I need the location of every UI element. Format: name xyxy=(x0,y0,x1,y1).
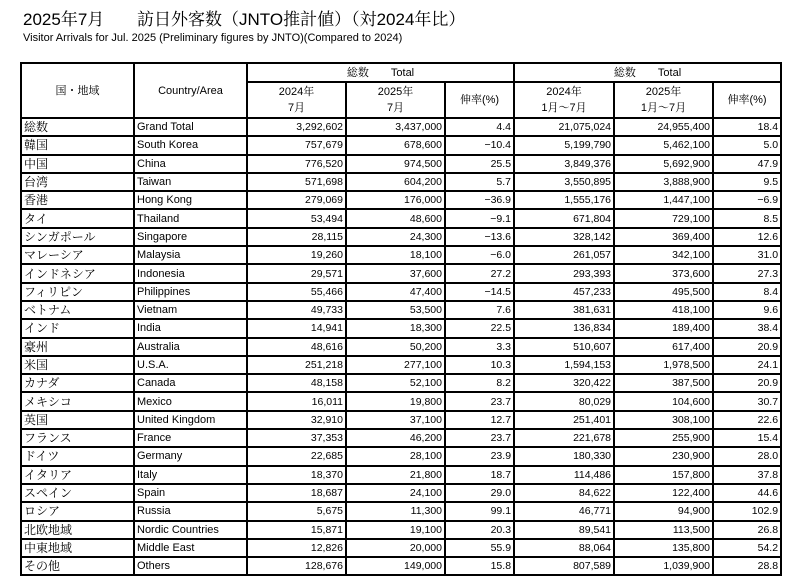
report-period-title: 2025年7月 xyxy=(23,10,105,29)
table-body xyxy=(21,118,781,575)
header-ytd-2024 xyxy=(514,82,614,118)
country-en-cell: Nordic Countries xyxy=(134,521,247,539)
ytd-2024-cell: 381,631 xyxy=(514,301,614,319)
ytd-2024-cell: 293,393 xyxy=(514,264,614,282)
country-en-cell: Italy xyxy=(134,466,247,484)
header-month-growth: 伸率(%) xyxy=(445,82,514,118)
country-jp-cell: マレーシア xyxy=(21,246,134,264)
jul-2024-cell: 3,292,602 xyxy=(247,118,346,136)
ytd-growth-cell: 44.6 xyxy=(713,484,781,502)
jul-2025-cell: 3,437,000 xyxy=(346,118,445,136)
table-row xyxy=(21,356,781,374)
jul-growth-cell: 23.7 xyxy=(445,429,514,447)
country-jp-cell: 中東地域 xyxy=(21,539,134,557)
header-country-en: Country/Area xyxy=(134,63,247,118)
jul-2025-cell: 21,800 xyxy=(346,466,445,484)
ytd-2025-cell: 3,888,900 xyxy=(614,173,713,191)
country-jp-cell: 台湾 xyxy=(21,173,134,191)
jul-growth-cell: −10.4 xyxy=(445,136,514,154)
jul-2024-cell: 28,115 xyxy=(247,228,346,246)
jul-2025-cell: 53,500 xyxy=(346,301,445,319)
header-ytd-growth: 伸率(%) xyxy=(713,82,781,118)
ytd-2024-cell: 89,541 xyxy=(514,521,614,539)
country-en-cell: South Korea xyxy=(134,136,247,154)
country-jp-cell: ドイツ xyxy=(21,447,134,465)
jul-2024-cell: 53,494 xyxy=(247,209,346,227)
country-jp-cell: 韓国 xyxy=(21,136,134,154)
country-en-cell: Hong Kong xyxy=(134,191,247,209)
jul-2025-cell: 24,300 xyxy=(346,228,445,246)
ytd-2025-cell: 5,692,900 xyxy=(614,155,713,173)
jul-growth-cell: 23.7 xyxy=(445,392,514,410)
jul-growth-cell: 29.0 xyxy=(445,484,514,502)
ytd-growth-cell: 102.9 xyxy=(713,502,781,520)
ytd-growth-cell: 28.0 xyxy=(713,447,781,465)
country-jp-cell: インド xyxy=(21,319,134,337)
header-group-ytd xyxy=(514,63,781,82)
country-jp-cell: カナダ xyxy=(21,374,134,392)
jul-2025-cell: 24,100 xyxy=(346,484,445,502)
country-en-cell: France xyxy=(134,429,247,447)
jul-2024-cell: 22,685 xyxy=(247,447,346,465)
ytd-growth-cell: 31.0 xyxy=(713,246,781,264)
country-en-cell: Malaysia xyxy=(134,246,247,264)
jul-growth-cell: 99.1 xyxy=(445,502,514,520)
jul-2024-cell: 14,941 xyxy=(247,319,346,337)
table-row xyxy=(21,283,781,301)
jul-2025-cell: 52,100 xyxy=(346,374,445,392)
country-jp-cell: 香港 xyxy=(21,191,134,209)
header-row-group xyxy=(21,63,781,82)
ytd-2025-cell: 617,400 xyxy=(614,338,713,356)
jul-2024-cell: 37,353 xyxy=(247,429,346,447)
ytd-growth-cell: 20.9 xyxy=(713,338,781,356)
country-en-cell: Canada xyxy=(134,374,247,392)
jul-growth-cell: 3.3 xyxy=(445,338,514,356)
ytd-2025-cell: 308,100 xyxy=(614,411,713,429)
jul-growth-cell: 12.7 xyxy=(445,411,514,429)
table-row xyxy=(21,228,781,246)
ytd-2024-cell: 320,422 xyxy=(514,374,614,392)
jul-2024-cell: 55,466 xyxy=(247,283,346,301)
jul-2025-cell: 19,100 xyxy=(346,521,445,539)
ytd-2025-cell: 387,500 xyxy=(614,374,713,392)
country-jp-cell: スペイン xyxy=(21,484,134,502)
ytd-growth-cell: 38.4 xyxy=(713,319,781,337)
jul-growth-cell: 15.8 xyxy=(445,557,514,575)
header-group-month xyxy=(247,63,514,82)
table-row xyxy=(21,539,781,557)
table-row xyxy=(21,264,781,282)
jul-2024-cell: 776,520 xyxy=(247,155,346,173)
header-month-2025-year: 2025年 xyxy=(377,86,414,98)
table-row xyxy=(21,173,781,191)
jul-2024-cell: 48,616 xyxy=(247,338,346,356)
jul-2025-cell: 149,000 xyxy=(346,557,445,575)
jul-2025-cell: 19,800 xyxy=(346,392,445,410)
ytd-2025-cell: 5,462,100 xyxy=(614,136,713,154)
jul-growth-cell: 4.4 xyxy=(445,118,514,136)
table-row xyxy=(21,411,781,429)
ytd-growth-cell: 24.1 xyxy=(713,356,781,374)
table-row xyxy=(21,155,781,173)
country-en-cell: Mexico xyxy=(134,392,247,410)
ytd-2025-cell: 373,600 xyxy=(614,264,713,282)
jul-growth-cell: −6.0 xyxy=(445,246,514,264)
ytd-2024-cell: 21,075,024 xyxy=(514,118,614,136)
jul-2025-cell: 18,100 xyxy=(346,246,445,264)
ytd-2024-cell: 3,550,895 xyxy=(514,173,614,191)
country-en-cell: Taiwan xyxy=(134,173,247,191)
ytd-2024-cell: 136,834 xyxy=(514,319,614,337)
header-ytd-2025-period: 1月～7月 xyxy=(640,102,687,114)
jul-growth-cell: −13.6 xyxy=(445,228,514,246)
ytd-2025-cell: 255,900 xyxy=(614,429,713,447)
table-row xyxy=(21,301,781,319)
jul-2024-cell: 32,910 xyxy=(247,411,346,429)
ytd-growth-cell: 12.6 xyxy=(713,228,781,246)
ytd-growth-cell: 28.8 xyxy=(713,557,781,575)
header-ytd-2024-period: 1月～7月 xyxy=(541,102,587,114)
country-en-cell: India xyxy=(134,319,247,337)
country-jp-cell: 中国 xyxy=(21,155,134,173)
ytd-2024-cell: 251,401 xyxy=(514,411,614,429)
ytd-2024-cell: 3,849,376 xyxy=(514,155,614,173)
ytd-2025-cell: 94,900 xyxy=(614,502,713,520)
jul-growth-cell: −36.9 xyxy=(445,191,514,209)
jul-2024-cell: 49,733 xyxy=(247,301,346,319)
header-ytd-2025 xyxy=(614,82,713,118)
ytd-growth-cell: −6.9 xyxy=(713,191,781,209)
table-row xyxy=(21,374,781,392)
ytd-growth-cell: 22.6 xyxy=(713,411,781,429)
jul-2025-cell: 678,600 xyxy=(346,136,445,154)
ytd-growth-cell: 8.5 xyxy=(713,209,781,227)
ytd-2025-cell: 113,500 xyxy=(614,521,713,539)
ytd-2024-cell: 671,804 xyxy=(514,209,614,227)
ytd-2024-cell: 80,029 xyxy=(514,392,614,410)
jul-2024-cell: 48,158 xyxy=(247,374,346,392)
header-group-month-en: Total xyxy=(390,66,415,79)
table-row xyxy=(21,466,781,484)
jul-growth-cell: −9.1 xyxy=(445,209,514,227)
ytd-2024-cell: 328,142 xyxy=(514,228,614,246)
ytd-2025-cell: 1,978,500 xyxy=(614,356,713,374)
jul-growth-cell: 5.7 xyxy=(445,173,514,191)
table-row xyxy=(21,502,781,520)
ytd-2024-cell: 1,594,153 xyxy=(514,356,614,374)
country-en-cell: Spain xyxy=(134,484,247,502)
jul-2024-cell: 757,679 xyxy=(247,136,346,154)
jul-2025-cell: 37,600 xyxy=(346,264,445,282)
ytd-growth-cell: 20.9 xyxy=(713,374,781,392)
country-en-cell: Grand Total xyxy=(134,118,247,136)
ytd-2024-cell: 807,589 xyxy=(514,557,614,575)
ytd-2024-cell: 221,678 xyxy=(514,429,614,447)
ytd-2024-cell: 46,771 xyxy=(514,502,614,520)
ytd-growth-cell: 54.2 xyxy=(713,539,781,557)
country-jp-cell: ロシア xyxy=(21,502,134,520)
jul-2025-cell: 18,300 xyxy=(346,319,445,337)
country-en-cell: Vietnam xyxy=(134,301,247,319)
country-jp-cell: イタリア xyxy=(21,466,134,484)
header-month-2024 xyxy=(247,82,346,118)
table-row xyxy=(21,118,781,136)
jul-2024-cell: 5,675 xyxy=(247,502,346,520)
ytd-growth-cell: 47.9 xyxy=(713,155,781,173)
table-row xyxy=(21,557,781,575)
jul-2025-cell: 37,100 xyxy=(346,411,445,429)
ytd-growth-cell: 26.8 xyxy=(713,521,781,539)
table-row xyxy=(21,209,781,227)
ytd-2025-cell: 24,955,400 xyxy=(614,118,713,136)
header-group-ytd-jp: 総数 xyxy=(613,66,636,79)
ytd-2025-cell: 122,400 xyxy=(614,484,713,502)
country-jp-cell: 総数 xyxy=(21,118,134,136)
header-month-2025 xyxy=(346,82,445,118)
jul-2024-cell: 16,011 xyxy=(247,392,346,410)
table-header xyxy=(21,63,781,118)
header-group-month-jp: 総数 xyxy=(346,66,369,79)
jul-2025-cell: 48,600 xyxy=(346,209,445,227)
ytd-2024-cell: 261,057 xyxy=(514,246,614,264)
country-en-cell: Philippines xyxy=(134,283,247,301)
header-ytd-2024-year: 2024年 xyxy=(546,86,582,98)
jul-growth-cell: 18.7 xyxy=(445,466,514,484)
ytd-2025-cell: 1,447,100 xyxy=(614,191,713,209)
jul-2025-cell: 47,400 xyxy=(346,283,445,301)
country-jp-cell: フランス xyxy=(21,429,134,447)
country-en-cell: United Kingdom xyxy=(134,411,247,429)
country-en-cell: Singapore xyxy=(134,228,247,246)
country-jp-cell: 北欧地域 xyxy=(21,521,134,539)
report-title: 訪日外客数（JNTO推計値）（対2024年比） xyxy=(137,10,466,29)
country-jp-cell: フィリピン xyxy=(21,283,134,301)
jul-2024-cell: 251,218 xyxy=(247,356,346,374)
ytd-2025-cell: 369,400 xyxy=(614,228,713,246)
country-en-cell: China xyxy=(134,155,247,173)
table-row xyxy=(21,246,781,264)
jul-growth-cell: 22.5 xyxy=(445,319,514,337)
jul-2025-cell: 20,000 xyxy=(346,539,445,557)
jul-2024-cell: 18,687 xyxy=(247,484,346,502)
jul-2024-cell: 571,698 xyxy=(247,173,346,191)
table-row xyxy=(21,429,781,447)
jul-2025-cell: 176,000 xyxy=(346,191,445,209)
country-jp-cell: その他 xyxy=(21,557,134,575)
country-jp-cell: メキシコ xyxy=(21,392,134,410)
jul-growth-cell: 7.6 xyxy=(445,301,514,319)
jul-growth-cell: 23.9 xyxy=(445,447,514,465)
ytd-growth-cell: 5.0 xyxy=(713,136,781,154)
jul-2024-cell: 128,676 xyxy=(247,557,346,575)
header-group-ytd-en: Total xyxy=(657,66,682,79)
ytd-2024-cell: 88,064 xyxy=(514,539,614,557)
country-en-cell: Australia xyxy=(134,338,247,356)
table-row xyxy=(21,392,781,410)
country-jp-cell: 英国 xyxy=(21,411,134,429)
jul-2025-cell: 974,500 xyxy=(346,155,445,173)
jul-growth-cell: 27.2 xyxy=(445,264,514,282)
ytd-2024-cell: 510,607 xyxy=(514,338,614,356)
jul-2025-cell: 11,300 xyxy=(346,502,445,520)
jul-growth-cell: 55.9 xyxy=(445,539,514,557)
jul-2024-cell: 15,871 xyxy=(247,521,346,539)
jul-2025-cell: 50,200 xyxy=(346,338,445,356)
ytd-2024-cell: 84,622 xyxy=(514,484,614,502)
ytd-2025-cell: 104,600 xyxy=(614,392,713,410)
ytd-2025-cell: 157,800 xyxy=(614,466,713,484)
header-country-jp: 国・地域 xyxy=(21,63,134,118)
header-month-2024-period: 7月 xyxy=(287,102,306,114)
ytd-2024-cell: 457,233 xyxy=(514,283,614,301)
table-row xyxy=(21,338,781,356)
ytd-2025-cell: 729,100 xyxy=(614,209,713,227)
jul-2024-cell: 18,370 xyxy=(247,466,346,484)
country-en-cell: Russia xyxy=(134,502,247,520)
table-row xyxy=(21,447,781,465)
table-row xyxy=(21,319,781,337)
ytd-2024-cell: 1,555,176 xyxy=(514,191,614,209)
ytd-growth-cell: 9.6 xyxy=(713,301,781,319)
ytd-2025-cell: 135,800 xyxy=(614,539,713,557)
ytd-2024-cell: 5,199,790 xyxy=(514,136,614,154)
jul-2025-cell: 604,200 xyxy=(346,173,445,191)
jul-2025-cell: 277,100 xyxy=(346,356,445,374)
country-jp-cell: ベトナム xyxy=(21,301,134,319)
country-jp-cell: タイ xyxy=(21,209,134,227)
visitor-arrivals-table xyxy=(20,62,782,576)
jul-2024-cell: 29,571 xyxy=(247,264,346,282)
country-jp-cell: 米国 xyxy=(21,356,134,374)
jul-growth-cell: 25.5 xyxy=(445,155,514,173)
country-en-cell: U.S.A. xyxy=(134,356,247,374)
ytd-growth-cell: 18.4 xyxy=(713,118,781,136)
jul-2024-cell: 279,069 xyxy=(247,191,346,209)
ytd-growth-cell: 8.4 xyxy=(713,283,781,301)
country-en-cell: Indonesia xyxy=(134,264,247,282)
table-row xyxy=(21,484,781,502)
country-jp-cell: シンガポール xyxy=(21,228,134,246)
ytd-2024-cell: 114,486 xyxy=(514,466,614,484)
header-month-2024-year: 2024年 xyxy=(278,86,315,98)
ytd-2025-cell: 418,100 xyxy=(614,301,713,319)
jul-growth-cell: −14.5 xyxy=(445,283,514,301)
table-row xyxy=(21,191,781,209)
ytd-2025-cell: 1,039,900 xyxy=(614,557,713,575)
ytd-2025-cell: 230,900 xyxy=(614,447,713,465)
header-month-2025-period: 7月 xyxy=(386,102,405,114)
jul-growth-cell: 8.2 xyxy=(445,374,514,392)
jul-2025-cell: 46,200 xyxy=(346,429,445,447)
jul-growth-cell: 10.3 xyxy=(445,356,514,374)
table-row xyxy=(21,136,781,154)
ytd-2025-cell: 342,100 xyxy=(614,246,713,264)
country-en-cell: Others xyxy=(134,557,247,575)
country-en-cell: Middle East xyxy=(134,539,247,557)
country-en-cell: Germany xyxy=(134,447,247,465)
ytd-2025-cell: 495,500 xyxy=(614,283,713,301)
jul-growth-cell: 20.3 xyxy=(445,521,514,539)
ytd-growth-cell: 15.4 xyxy=(713,429,781,447)
country-jp-cell: 豪州 xyxy=(21,338,134,356)
ytd-growth-cell: 30.7 xyxy=(713,392,781,410)
report-subtitle: Visitor Arrivals for Jul. 2025 (Preliminary figures by JNTO)(Compared to 2024) xyxy=(23,32,403,44)
jul-2024-cell: 12,826 xyxy=(247,539,346,557)
jul-2025-cell: 28,100 xyxy=(346,447,445,465)
jul-2024-cell: 19,260 xyxy=(247,246,346,264)
ytd-2025-cell: 189,400 xyxy=(614,319,713,337)
country-en-cell: Thailand xyxy=(134,209,247,227)
header-ytd-2025-year: 2025年 xyxy=(645,86,682,98)
ytd-growth-cell: 27.3 xyxy=(713,264,781,282)
ytd-growth-cell: 37.8 xyxy=(713,466,781,484)
table-row xyxy=(21,521,781,539)
country-jp-cell: インドネシア xyxy=(21,264,134,282)
ytd-growth-cell: 9.5 xyxy=(713,173,781,191)
ytd-2024-cell: 180,330 xyxy=(514,447,614,465)
